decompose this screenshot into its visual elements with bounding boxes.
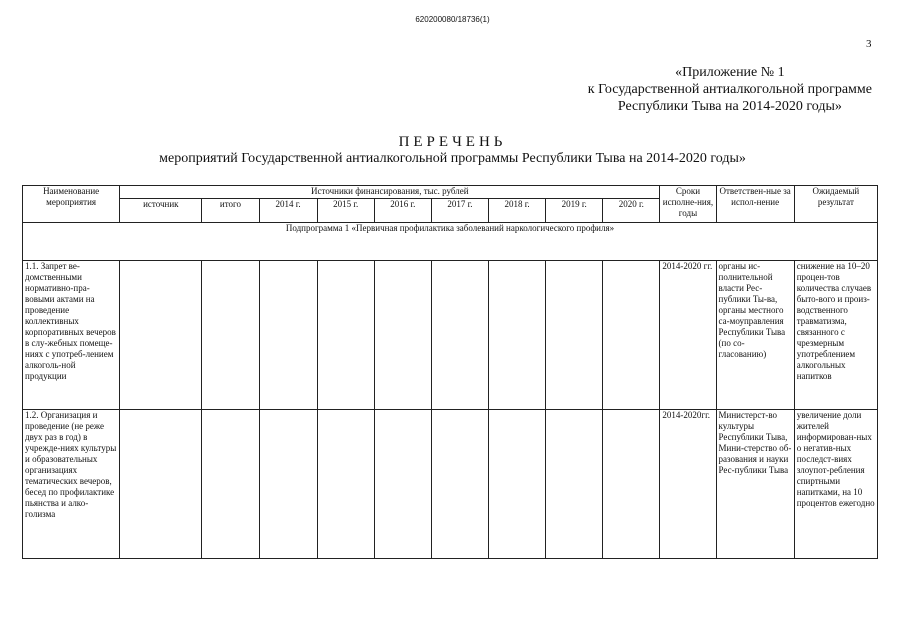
empty-cell [374,410,431,559]
document-title: ПЕРЕЧЕНЬ [398,134,507,150]
empty-cell [489,410,546,559]
empty-cell [202,410,259,559]
header-year-2017: 2017 г. [431,199,488,223]
document-subtitle: мероприятий Государственной антиалкогольной программы Республики Тыва на 2014-2020 годы» [159,151,746,166]
table-row [23,261,878,410]
empty-cell [259,410,317,559]
empty-cell [546,410,603,559]
header-total: итого [202,199,259,223]
empty-cell [603,410,660,559]
empty-cell [120,261,202,410]
empty-cell [259,261,317,410]
header-name: Наименование мероприятия [23,186,120,223]
measure-name: 1.2. Организация и проведение (не реже двух раз в год) в учрежде-ниях культуры и образовательных организациях тематических вечеров, бесед по профилактике пьянства и алко-голизма [23,410,120,559]
empty-cell [202,261,259,410]
header-source: источник [120,199,202,223]
empty-cell [374,261,431,410]
measures-table [22,185,878,559]
empty-cell [317,261,374,410]
table-row [23,410,878,559]
header-row-top [23,186,878,199]
empty-cell [120,410,202,559]
measure-term: 2014-2020гг. [660,410,716,559]
measure-name: 1.1. Запрет ве-домственными нормативно-пра-вовыми актами на проведение коллективных корпоративных вечеров в слу-жебных помеще-ниях с употреб-лением алкоголь-ной продукции [23,261,120,410]
section-row [23,223,878,261]
header-funding-sources: Источники финансирования, тыс. рублей [120,186,660,199]
header-year-2018: 2018 г. [489,199,546,223]
measure-responsible: Министерст-во культуры Республики Тыва, Мини-стерство об-разования и науки Рес-публики Тыва [716,410,794,559]
empty-cell [489,261,546,410]
appendix-line-3: Республики Тыва на 2014-2020 годы» [617,99,842,114]
measure-result: снижение на 10–20 процен-тов количества случаев быто-вого и произ-водственного травматизма, связанного с чрезмерным употреблением алкогольных напитков [794,261,877,410]
header-responsible: Ответствен-ные за испол-нение [716,186,794,223]
empty-cell [431,410,488,559]
subprogram-title: Подпрограмма 1 «Первичная профилактика заболеваний наркологического профиля» [23,223,878,261]
appendix-line-1: «Приложение № 1 [675,65,785,80]
empty-cell [317,410,374,559]
measure-result: увеличение доли жителей информирован-ных о негатив-ных последст-виях злоупот-ребления спиртными напитками, на 10 процентов ежегодно [794,410,877,559]
measure-term: 2014-2020 гг. [660,261,716,410]
appendix-line-2: к Государственной антиалкогольной программе [587,82,872,97]
header-year-2014: 2014 г. [259,199,317,223]
header-year-2020: 2020 г. [603,199,660,223]
header-expected-result: Ожидаемый результат [794,186,877,223]
empty-cell [603,261,660,410]
header-year-2016: 2016 г. [374,199,431,223]
measure-responsible: органы ис-полнительной власти Рес-публики Ты-ва, органы местного са-моуправления Республики Тыва (по со-гласованию) [716,261,794,410]
header-year-2015: 2015 г. [317,199,374,223]
header-year-2019: 2019 г. [546,199,603,223]
document-id: 620200080/18736(1) [415,15,490,24]
appendix-note [588,64,872,115]
header-terms: Сроки исполне-ния, годы [660,186,716,223]
empty-cell [546,261,603,410]
page-number: 3 [866,38,872,50]
empty-cell [431,261,488,410]
